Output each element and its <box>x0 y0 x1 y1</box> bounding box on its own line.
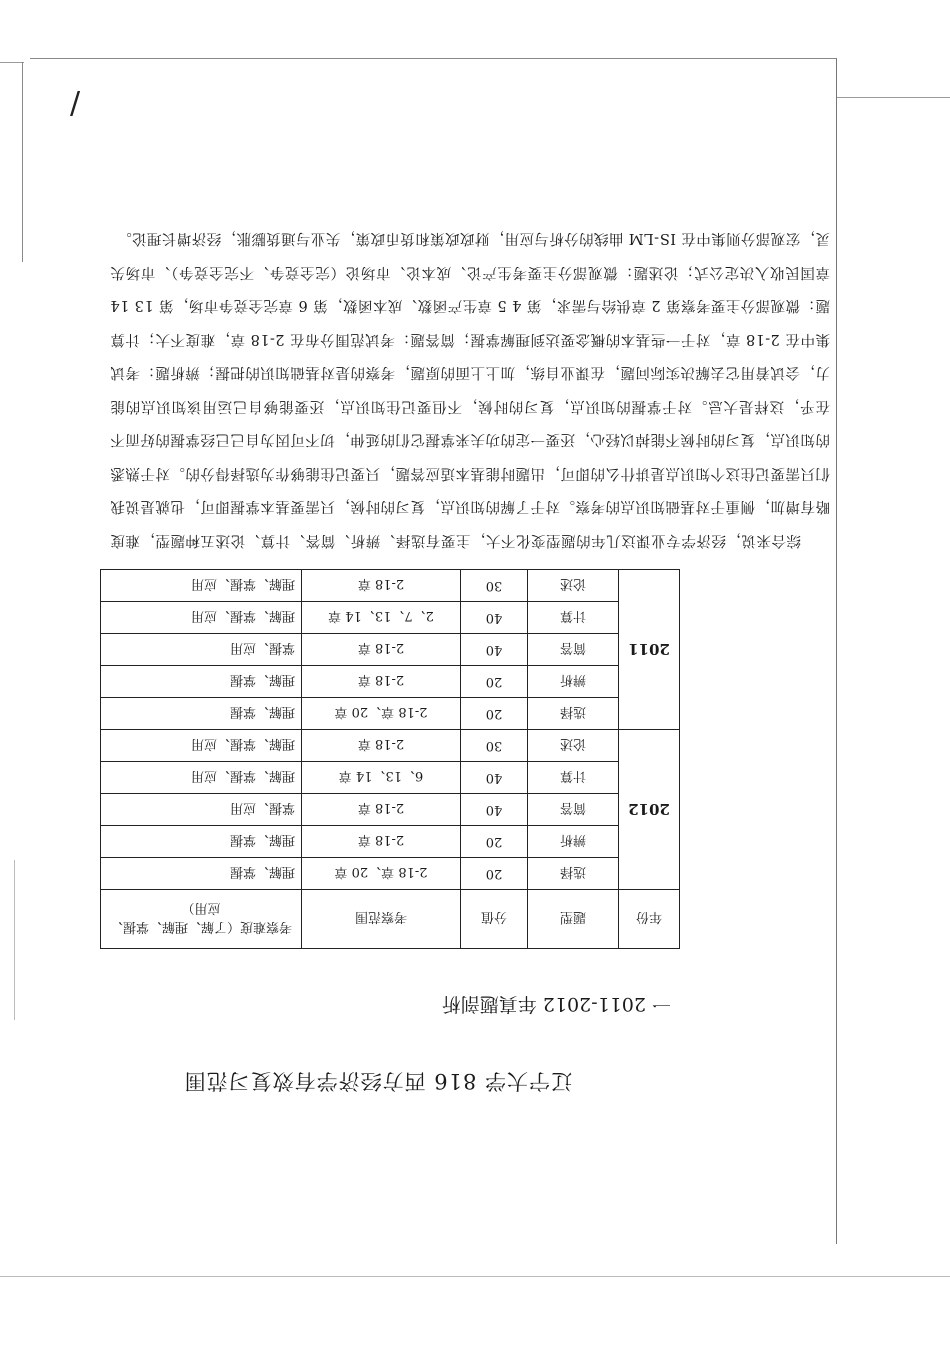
header-type: 题型 <box>528 890 619 949</box>
table-header-row <box>101 890 680 949</box>
type-cell: 辨析 <box>528 666 619 698</box>
type-cell: 选择 <box>528 698 619 730</box>
type-cell: 论述 <box>528 570 619 602</box>
exam-analysis-table <box>100 569 680 949</box>
section-subtitle: 一 2011-2012 年真题剖析 <box>441 993 671 1015</box>
scope-cell: 2-18 章 <box>302 794 461 826</box>
difficulty-cell: 理解、掌握 <box>101 858 302 890</box>
score-cell: 40 <box>461 602 528 634</box>
type-cell: 计算 <box>528 602 619 634</box>
difficulty-cell: 理解、掌握、应用 <box>101 570 302 602</box>
table-row <box>101 698 680 730</box>
difficulty-cell: 理解、掌握 <box>101 826 302 858</box>
difficulty-cell: 理解、掌握 <box>101 698 302 730</box>
difficulty-cell: 理解、掌握、应用 <box>101 730 302 762</box>
scope-cell: 6、13、14 章 <box>302 762 461 794</box>
table-row <box>101 826 680 858</box>
table-row <box>101 858 680 890</box>
year-cell: 2012 <box>619 730 680 890</box>
scope-cell: 2-18 章 <box>302 730 461 762</box>
score-cell: 40 <box>461 762 528 794</box>
difficulty-cell: 掌握、应用 <box>101 634 302 666</box>
scope-cell: 2-18 章 <box>302 666 461 698</box>
score-cell: 30 <box>461 730 528 762</box>
score-cell: 40 <box>461 794 528 826</box>
type-cell: 简答 <box>528 794 619 826</box>
scope-cell: 2-18 章 <box>302 570 461 602</box>
scope-cell: 2-18 章 <box>302 826 461 858</box>
header-year: 年份 <box>619 890 680 949</box>
score-cell: 20 <box>461 826 528 858</box>
header-score: 分值 <box>461 890 528 949</box>
score-cell: 20 <box>461 858 528 890</box>
table-row <box>101 762 680 794</box>
table-row <box>101 602 680 634</box>
table-row <box>101 570 680 602</box>
header-difficulty: 考察难度（了解、理解、掌握、应用） <box>101 890 302 949</box>
table-row <box>101 730 680 762</box>
scope-cell: 2-18 章 <box>302 634 461 666</box>
score-cell: 30 <box>461 570 528 602</box>
header-scope: 考察范围 <box>302 890 461 949</box>
pen-mark: / <box>70 86 81 121</box>
score-cell: 40 <box>461 634 528 666</box>
difficulty-cell: 理解、掌握 <box>101 666 302 698</box>
table-row <box>101 666 680 698</box>
analysis-paragraph <box>110 221 830 556</box>
table-row <box>101 794 680 826</box>
scope-cell: 2-18 章、20 章 <box>302 858 461 890</box>
score-cell: 20 <box>461 698 528 730</box>
scope-cell: 2-18 章、20 章 <box>302 698 461 730</box>
type-cell: 计算 <box>528 762 619 794</box>
analysis-text: 综合来说，经济学专业课这几年的题型变化不大，主要有选择、辨析、简答、计算、论述五种题型，难度略有增加，侧重于对基础知识点的考察。对于了解的知识点，复习的时候，只需要基本掌握即可，也就是说我们只需要记住这个知识点是讲什么的即可，出题时能基本适应答题，只要记住能够作为选择得分的。对于熟悉的知识点，复习的时候不能掉以轻心，还要一定的功夫来掌握它们的延伸，切不可因为自己已经掌握的好而不在乎，这样是大忌。对于掌握的知识点，复习的时候，不但要记住知识点，还要能够自己运用该知识点的能力，会试着用它去解决实际问题，在课业自练，加上上面的原题，考察的是对基础知识的把握；辨析题：考试集中在 2-18 章，对于一些基本的概念要达到理解掌握；简答题：考试范围分布在 2-18 章，难度不大；计算题：微观部分主要考察第 2 章供给与需求，第 4 5 章生产函数、成本函数，第 6 章完全竞争市场，第 13 14 章国民收入决定公式；论述题：微观部分主要考生产论、成本论、市场论（完全竞争、不完全竞争）、市场失灵，宏观部分则集中在 IS-LM 曲线的分析与应用，财政政策和货币政策，失业与通货膨胀，经济增长理论。 <box>110 230 830 548</box>
difficulty-cell: 掌握、应用 <box>101 794 302 826</box>
type-cell: 论述 <box>528 730 619 762</box>
type-cell: 简答 <box>528 634 619 666</box>
type-cell: 辨析 <box>528 826 619 858</box>
difficulty-cell: 理解、掌握、应用 <box>101 762 302 794</box>
table-row <box>101 634 680 666</box>
document-title: 辽宁大学 816 西方经济学有效复习范围 <box>183 1069 572 1093</box>
year-cell: 2011 <box>619 570 680 730</box>
score-cell: 20 <box>461 666 528 698</box>
type-cell: 选择 <box>528 858 619 890</box>
scope-cell: 2、7、13、14 章 <box>302 602 461 634</box>
difficulty-cell: 理解、掌握、应用 <box>101 602 302 634</box>
